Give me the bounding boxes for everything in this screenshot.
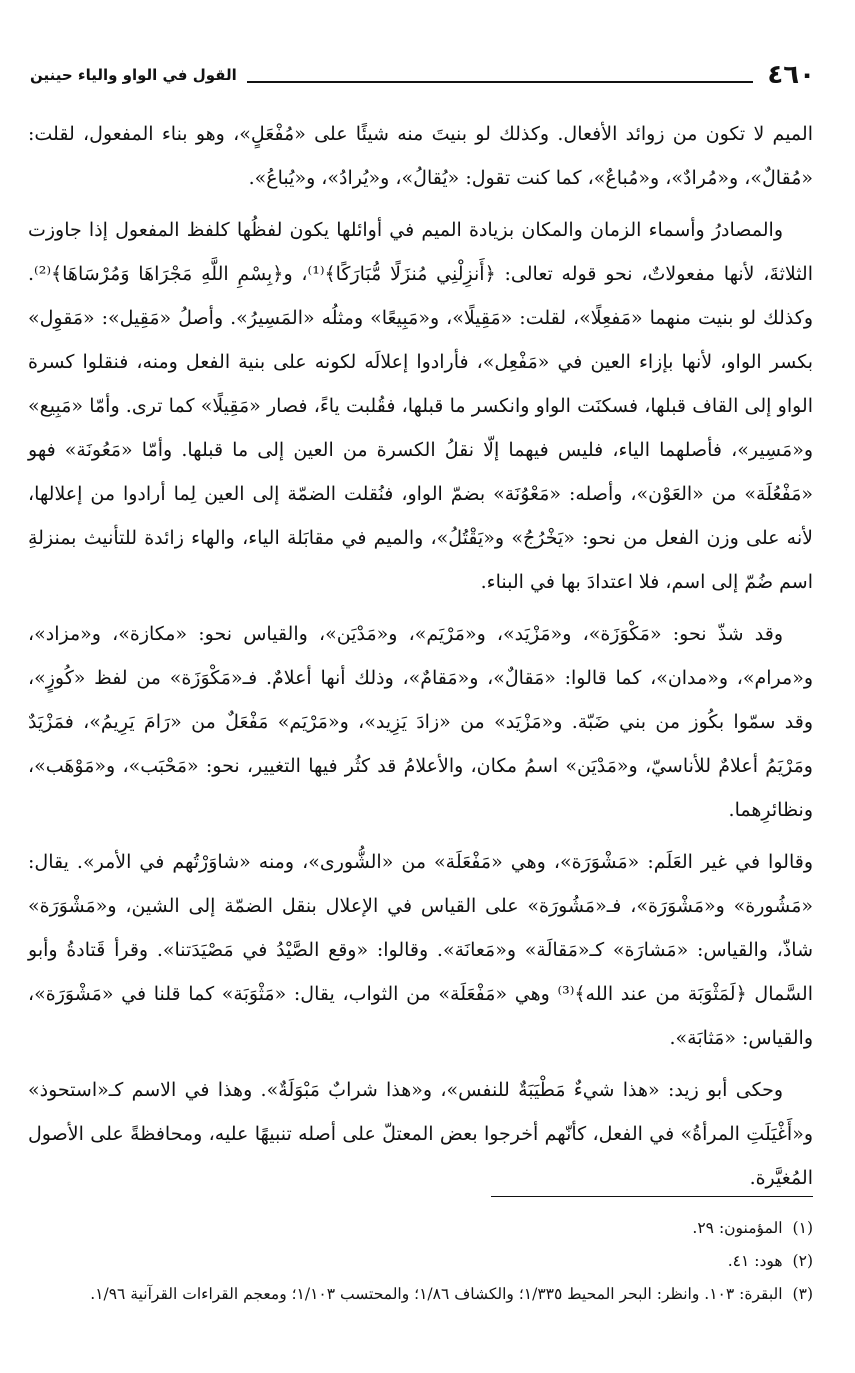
footnotes	[28, 1212, 813, 1311]
paragraph-1: الميم لا تكون من زوائد الأفعال. وكذلك لو بنيتَ منه شيئًا على «مُفْعَلٍ»، وهو بناء المفعول، لقلت: «مُقالٌ»، و«مُرادٌ»، و«مُباعٌ»، كما كنت تقول: «يُقالُ»، و«يُرادُ»، و«يُباعُ».	[28, 123, 813, 189]
footnote-3	[28, 1278, 813, 1311]
footnote-text: البقرة: ١٠٣. وانظر: البحر المحيط ١/٣٣٥؛ والكشاف ١/٨٦؛ والمحتسب ١/١٠٣؛ ومعجم القراءات القرآنية ١/٩٦.	[90, 1285, 783, 1303]
paragraph-4: وقالوا في غير العَلَم: «مَشْوَرَة»، وهي «مَفْعَلَة» من «الشُّورى»، ومنه «شاوَرْتُهم في الأمر». يقال: «مَشُورة» و«مَشْوَرَة»، فـ«مَشُورَة» على القياس في الإعلال بنقل الضمّة إلى الشين، و«مَشْوَرَة» شاذّ، والقياس: «مَشارَة» كـ«مَقالَة» و«مَعانَة». وقالوا: «وقع الصَّيْدُ في مَصْيَدَتنا». وقرأ قَتادةُ وأبو السَّمال ﴿لَمَثْوَبَة من عند الله﴾⁽³⁾ وهي «مَفْعَلَة» من الثواب، يقال: «مَثْوَبَة» كما قلنا في «مَشْوَرَة»، والقياس: «مَثابَة».	[28, 851, 814, 1049]
footnote-number: (٢)	[792, 1252, 813, 1270]
running-title: القول في الواو والياء حينين	[30, 66, 237, 84]
page-number: ٤٦٠	[767, 60, 815, 90]
footnote-text: هود: ٤١.	[727, 1252, 783, 1270]
footnote-text: المؤمنون: ٢٩.	[692, 1219, 783, 1237]
main-text	[28, 112, 813, 1200]
footnote-1	[28, 1212, 813, 1245]
footnote-2	[28, 1245, 813, 1278]
paragraph-2: والمصادرُ وأسماء الزمان والمكان بزيادة الميم في أوائلها يكون لفظُها كلفظ المفعول إذا جاوزت الثلاثةَ، لأنها مفعولاتٌ، نحو قوله تعالى: ﴿أَنزِلْنِي مُنزَلًا مُّبَارَكًا﴾⁽¹⁾، و﴿بِسْمِ اللَّهِ مَجْرَاهَا وَمُرْسَاهَا﴾⁽²⁾. وكذلك لو بنيت منهما «مَفعِلًا»، لقلت: «مَقِيلًا»، و«مَبِيعًا» ومثلُه «المَسِيرُ». وأصلُ «مَقِيل»: «مَقوِل» بكسر الواو، لأنها بإزاء العين في «مَفْعِل»، فأرادوا إعلالَه لكونه على بنية الفعل ومنه، فنقلوا كسرة الواو إلى القاف قبلها، فسكنَت الواو وانكسر ما قبلها، فقُلبت ياءً، فصار «مَقِيلًا» كما ترى. وأمّا «مَبِيع» و«مَسِير»، فأصلهما الياء، فليس فيهما إلّا نقلُ الكسرة من العين إلى ما قبلها. وأمّا «مَعُونَة» فهو «مَفْعُلَة» من «العَوْن»، وأصله: «مَعْوُنَة» بضمّ الواو، فنُقلت الضمّة إلى العين لِما أرادوا من إعلالها، لأنه على وزن الفعل من نحو: «يَخْرُجُ» و«يَقْتُلُ»، والميم في مقابَلة الياء، والهاء زائدة للتأنيث بمنزلةِ اسم ضُمّ إلى اسم، فلا اعتدادَ بها في البناء.	[28, 219, 814, 593]
footnote-number: (١)	[792, 1219, 813, 1237]
footnote-number: (٣)	[792, 1285, 813, 1303]
paragraph-3: وقد شذّ نحو: «مَكْوَزَة»، و«مَزْيَد»، و«مَرْيَم»، و«مَدْيَن»، والقياس نحو: «مكازة»، و«مزاد»، و«مرام»، و«مدان»، كما قالوا: «مَقالٌ»، و«مَقامٌ»، وذلك أنها أعلامٌ. فـ«مَكْوَزَة» من لفظ «كُوزٍ»، وقد سمّوا بكُوز من بني ضَبّة. و«مَزْيَد» من «زادَ يَزِيد»، و«مَرْيَم» مَفْعَلٌ من «رَامَ يَرِيمُ»، فمَزْيَدٌ ومَرْيَمُ أعلامٌ للأناسيّ، و«مَدْيَن» اسمُ مكان، والأعلامُ قد كثُر فيها التغيير، نحو: «مَحْبَب»، و«مَوْهَب»، ونظائرِهما.	[28, 623, 813, 821]
page-header	[30, 58, 815, 92]
header-rule	[247, 81, 754, 83]
footnote-separator	[491, 1196, 813, 1197]
paragraph-5: وحكى أبو زيد: «هذا شيءٌ مَطْيَبَةٌ للنفس»، و«هذا شرابٌ مَبْوَلَةٌ». وهذا في الاسم كـ«استحوذ» و«أَغْيَلَتِ المرأةُ» في الفعل، كأنّهم أخرجوا بعض المعتلّ على أصله تنبيهًا عليه، ومحافظةً على الأصول المُغيَّرة.	[28, 1079, 813, 1189]
